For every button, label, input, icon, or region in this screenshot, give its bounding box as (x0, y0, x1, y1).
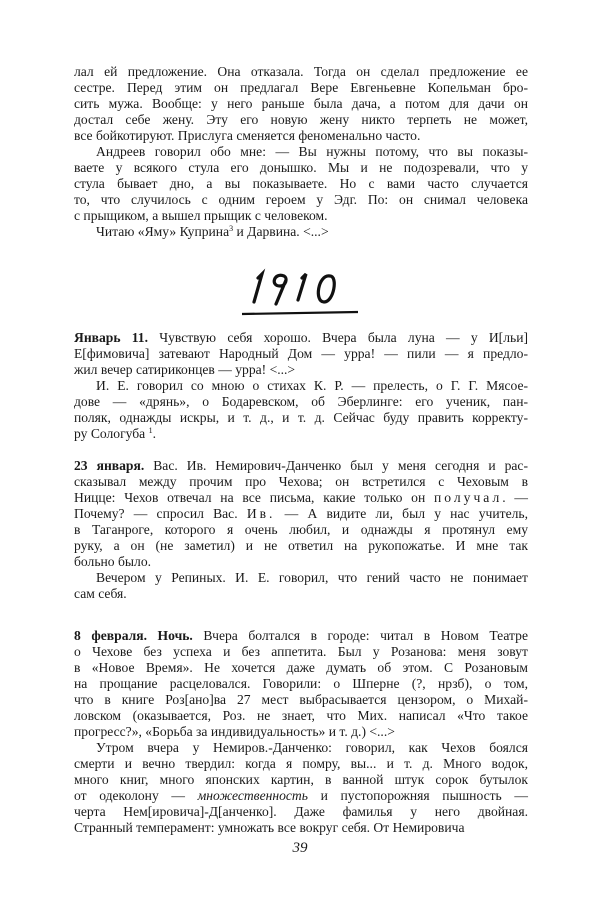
entry-february-8 (74, 628, 528, 836)
text-span: — А видите ли, был у нас учитель, (275, 506, 528, 521)
text-span: и пустопорожняя пышность — (307, 788, 528, 803)
text-line: Вечером у Репиных. И. Е. говорил, что гений часто не понимает (96, 570, 528, 585)
text-line: поляк, однажды искры, и т. д., и т. д. Сейчас буду править корректу- (74, 410, 528, 425)
text-line: сам себя. (74, 586, 127, 601)
text-line: И. Е. говорил со мною о стихах К. Р. — прелесть, о Г. Г. Мясое- (96, 378, 528, 393)
entry-january-23 (74, 458, 528, 602)
page-number: 39 (292, 840, 308, 856)
text-span: Почему? — спросил Вас. (74, 506, 247, 521)
text-line: дове — «дрянь», о Бодаревском, об Эберлинге: его ученик, пан- (74, 394, 528, 409)
text-line: то, что случилось с одним героем у Эдг. По: он снимал человека (74, 192, 528, 207)
text-line: с прыщиком, а вышел прыщик с человеком. (74, 208, 328, 223)
text-line: Е[фимовича] затевают Народный Дом — урра! — пили — я предло- (74, 346, 528, 361)
entry-date: 8 февраля. Ночь. (74, 628, 193, 643)
year-heading-1910 (240, 262, 360, 322)
entry-date: 23 января. (74, 458, 145, 473)
text-line: руку, а он (не заметил) и не ответил на рукопожатье. И мне так (74, 538, 528, 553)
text-span: и Дарвина. <...> (233, 224, 329, 239)
text-line: ловском (оказывается, Роз. не знает, что Мих. написал «Что такое (74, 708, 528, 723)
text-line: Странный темперамент: умножать все вокруг себя. От Немировича (74, 820, 465, 835)
text-line: сестре. Перед этим он предлагал Вере Евгеньевне Копельман бро- (74, 80, 528, 95)
text-line (74, 426, 528, 442)
entry-continuation (74, 64, 528, 240)
text-line (74, 506, 528, 522)
text-span: от одеколону — (74, 788, 198, 803)
entry-date: Январь 11. (74, 330, 149, 345)
text-line (74, 330, 528, 346)
text-line: стула бывает дно, а вы показываете. Но с вами часто случается (74, 176, 528, 191)
entry-january-11 (74, 330, 528, 442)
footnote-ref: 3 (229, 224, 234, 233)
paragraph (74, 224, 528, 240)
text-span: Чувствую себя хорошо. Вчера была луна — у И[льи] (148, 330, 528, 345)
text-line: в Таганроге, которого я очень любил, и однажды я протянул ему (74, 522, 528, 537)
text-line: все бойкотируют. Прислуга сменяется феноменально часто. (74, 128, 421, 143)
paragraph (74, 458, 528, 570)
text-line: что в книге Роз[ано]ва 27 мест выбрасывается цензором, о Михай- (74, 692, 528, 707)
footnote-ref: 1 (148, 426, 153, 435)
text-line: о Чехове без успеха и без аппетита. Был у Розанова: меня зовут (74, 644, 528, 659)
text-line (74, 788, 528, 804)
text-line: черта Нем[ировича]-Д[анченко]. Даже фамилья у него двойная. (74, 804, 528, 819)
text-line: лал ей предложение. Она отказала. Тогда он сделал предложение ее (74, 64, 528, 79)
text-span: Читаю «Яму» Куприна (96, 224, 230, 239)
text-span: . — (502, 490, 528, 505)
text-span: Ницце: Чехов отвечал на все письма, какие только он (74, 490, 434, 505)
text-span: Вчера болтался в городе: читал в Новом Театре (192, 628, 528, 643)
text-line: Утром вчера у Немиров.-Данченко: говорил, как Чехов боялся (96, 740, 528, 755)
text-span: ру Сологуба (74, 426, 149, 441)
text-span: получал (433, 490, 503, 505)
text-line: больно было. (74, 554, 152, 569)
text-line: Андреев говорил обо мне: — Вы нужны потому, что вы показы- (96, 144, 528, 159)
text-line: сказывал между прочим про Чехова; он встретился с Чеховым в (74, 474, 528, 489)
text-line: в «Новое Время». Не хочется даже думать об этом. С Розановым (74, 660, 528, 675)
paragraph (74, 570, 528, 602)
text-line: на прощание расцеловался. Говорили: о Шперне (?, нрзб), о том, (74, 676, 528, 691)
text-line: много книг, много японских картин, в ванной штук сорок бутылок (74, 772, 528, 787)
paragraph (74, 144, 528, 224)
text-line (74, 628, 528, 644)
text-span: Ив. (246, 506, 276, 521)
text-line (74, 224, 528, 240)
text-line: ваете у всякого стула его донышко. Мы и не подозревали, что у (74, 160, 528, 175)
text-line (74, 458, 528, 474)
text-line: прогресс?», «Борьба за индивидуальность» и т. д.) <...> (74, 724, 395, 739)
text-span: . (152, 426, 157, 441)
text-span: Вас. Ив. Немирович-Данченко был у меня сегодня и рас- (144, 458, 528, 473)
paragraph (74, 330, 528, 378)
text-line: жил вечер сатириконцев — урра! <...> (74, 362, 296, 377)
text-line: сить мужа. Вообще: у него раньше была дача, а потом для дачи он (74, 96, 528, 111)
text-line: смерти и вечно твердил: когда я помру, вы... и т. д. Много водок, (74, 756, 528, 771)
paragraph (74, 628, 528, 740)
paragraph (74, 378, 528, 442)
text-line: достал себе жену. Эту его новую жену никто терпеть не может, (74, 112, 528, 127)
paragraph (74, 740, 528, 836)
text-line (74, 490, 528, 506)
emphasis: множественность (197, 788, 308, 803)
paragraph (74, 64, 528, 144)
